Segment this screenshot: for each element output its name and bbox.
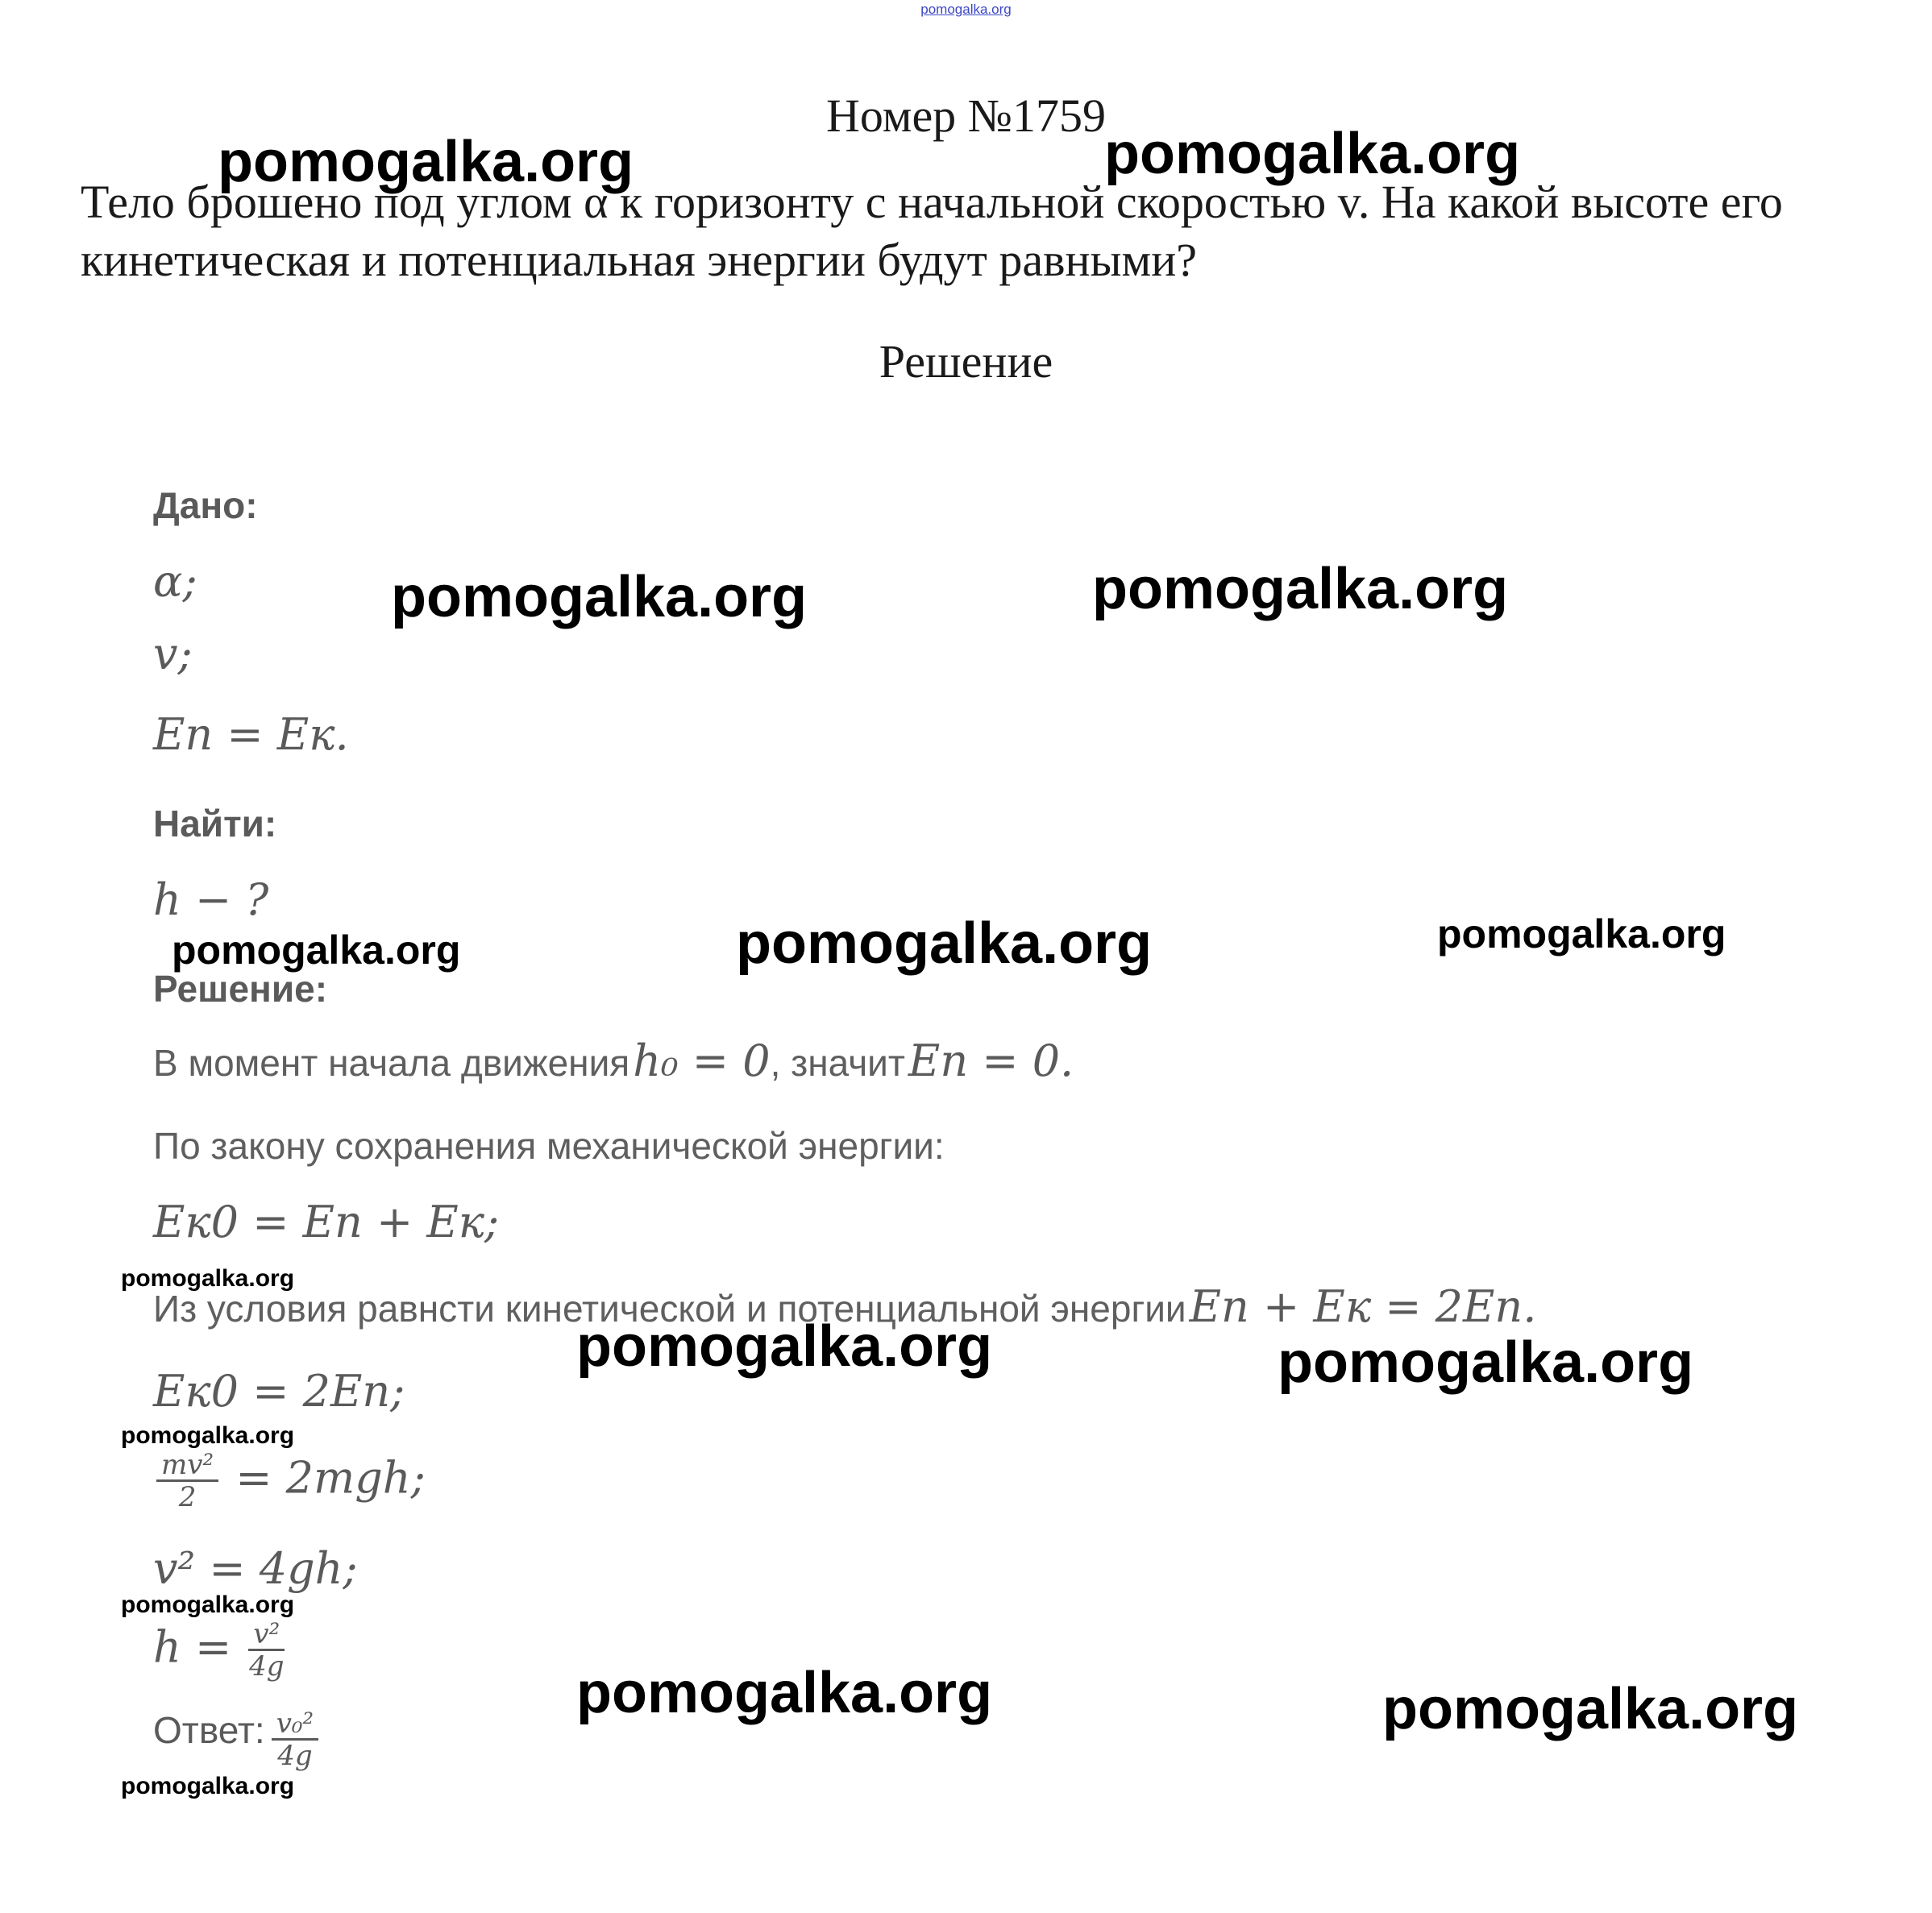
equation-3-numerator: mv²	[156, 1450, 218, 1482]
solution-label: Решение:	[153, 968, 328, 1010]
solution-line-1	[153, 1035, 1074, 1086]
equation-3-denominator: 2	[178, 1481, 197, 1513]
line-1-mid: , значит	[770, 1042, 905, 1084]
equation-5	[153, 1620, 288, 1682]
line-3-math: Eп + Eк = 2Eп.	[1189, 1281, 1537, 1332]
find-label: Найти:	[153, 803, 277, 844]
watermark: pomogalka.org	[121, 1422, 295, 1449]
given-alpha: α;	[153, 556, 197, 607]
equation-3-rest: = 2mgh;	[235, 1452, 426, 1504]
watermark: pomogalka.org	[121, 1265, 295, 1292]
answer-label: Ответ:	[153, 1709, 265, 1751]
watermark: pomogalka.org	[1382, 1677, 1799, 1741]
equation-2: Eк0 = 2Eп;	[153, 1366, 405, 1417]
line-1-math-2: Eп = 0.	[908, 1035, 1074, 1086]
equation-5-fraction	[248, 1620, 285, 1682]
line-1-text: В момент начала движения	[153, 1042, 630, 1084]
solution-line-2: По закону сохранения механической энергии:	[153, 1125, 945, 1167]
equation-3-fraction	[156, 1450, 218, 1513]
equation-1: Eк0 = Eп + Eк;	[153, 1197, 500, 1247]
watermark: pomogalka.org	[576, 1661, 993, 1725]
site-link[interactable]: pomogalka.org	[920, 2, 1012, 17]
watermark: pomogalka.org	[218, 130, 634, 194]
watermark: pomogalka.org	[121, 1591, 295, 1618]
find-height: h − ?	[153, 874, 269, 925]
given-condition: Eп = Eк.	[153, 709, 349, 760]
answer-fraction	[272, 1709, 318, 1771]
problem-text: Тело брошено под углом α к горизонту с начальной скоростью v. На какой высоте его кинетическая и потенциальная энергии будут равными?	[81, 176, 1783, 286]
watermark: pomogalka.org	[391, 565, 808, 629]
line-1-math-1: h₀ = 0	[633, 1035, 771, 1086]
equation-5-numerator: v²	[248, 1620, 285, 1651]
equation-3	[153, 1450, 426, 1513]
line-3-text: Из условия равнсти кинетической и потенциальной энергии	[153, 1288, 1186, 1330]
watermark: pomogalka.org	[172, 927, 461, 973]
equation-5-lhs: h =	[153, 1621, 232, 1673]
answer-numerator: v₀²	[272, 1709, 318, 1741]
solution-heading: Решение	[879, 335, 1053, 388]
answer	[153, 1708, 322, 1771]
watermark: pomogalka.org	[121, 1773, 295, 1799]
equation-5-denominator: 4g	[249, 1650, 285, 1683]
answer-denominator: 4g	[277, 1739, 313, 1772]
watermark: pomogalka.org	[1278, 1330, 1694, 1395]
equation-4: v² = 4gh;	[153, 1543, 358, 1594]
page-title: Номер №1759	[825, 89, 1107, 142]
watermark: pomogalka.org	[1437, 911, 1726, 956]
given-label: Дано:	[153, 484, 258, 526]
watermark: pomogalka.org	[1092, 557, 1509, 621]
watermark: pomogalka.org	[736, 911, 1153, 976]
given-velocity: v;	[153, 629, 193, 679]
watermark: pomogalka.org	[576, 1314, 993, 1379]
watermark: pomogalka.org	[1104, 122, 1521, 186]
